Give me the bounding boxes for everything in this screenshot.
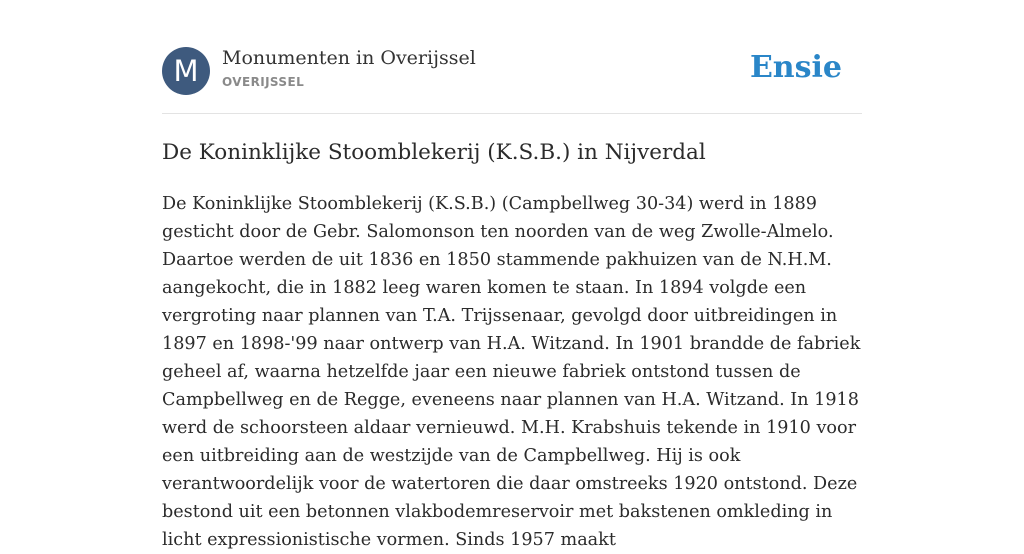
site-header	[162, 47, 862, 95]
avatar[interactable]: M	[162, 47, 210, 95]
header-divider	[162, 113, 862, 114]
article-body: De Koninklijke Stoomblekerij (K.S.B.) (Campbellweg 30-34) werd in 1889 gesticht door de Gebr. Salomonson ten noorden van de weg Zwolle-Almelo. Daartoe werden de uit 1836 en 1850 stammende pakhuizen van de N.H.M. aangekocht, die in 1882 leeg waren komen te staan. In 1894 volgde een vergroting naar plannen van T.A. Trijssenaar, gevolgd door uitbreidingen in 1897 en 1898-'99 naar ontwerp van H.A. Witzand. In 1901 brandde de fabriek geheel af, waarna hetzelfde jaar een nieuwe fabriek ontstond tussen de Campbellweg en de Regge, eveneens naar plannen van H.A. Witzand. In 1918 werd de schoorsteen aldaar vernieuwd. M.H. Krabshuis tekende in 1910 voor een uitbreiding aan de westzijde van de Campbellweg. Hij is ook verantwoordelijk voor de watertoren die daar omstreeks 1920 ontstond. Deze bestond uit een betonnen vlakbodemreservoir met bakstenen omkleding in licht expressionistische vormen. Sinds 1957 maakt	[162, 194, 861, 550]
ensie-logo[interactable]: Ensie	[749, 50, 842, 85]
site-category-link[interactable]: OVERIJSSEL	[222, 75, 305, 89]
site-name-link[interactable]: Monumenten in Overijssel	[222, 47, 476, 69]
article-title: De Koninklijke Stoomblekerij (K.S.B.) in Nijverdal	[162, 140, 706, 165]
